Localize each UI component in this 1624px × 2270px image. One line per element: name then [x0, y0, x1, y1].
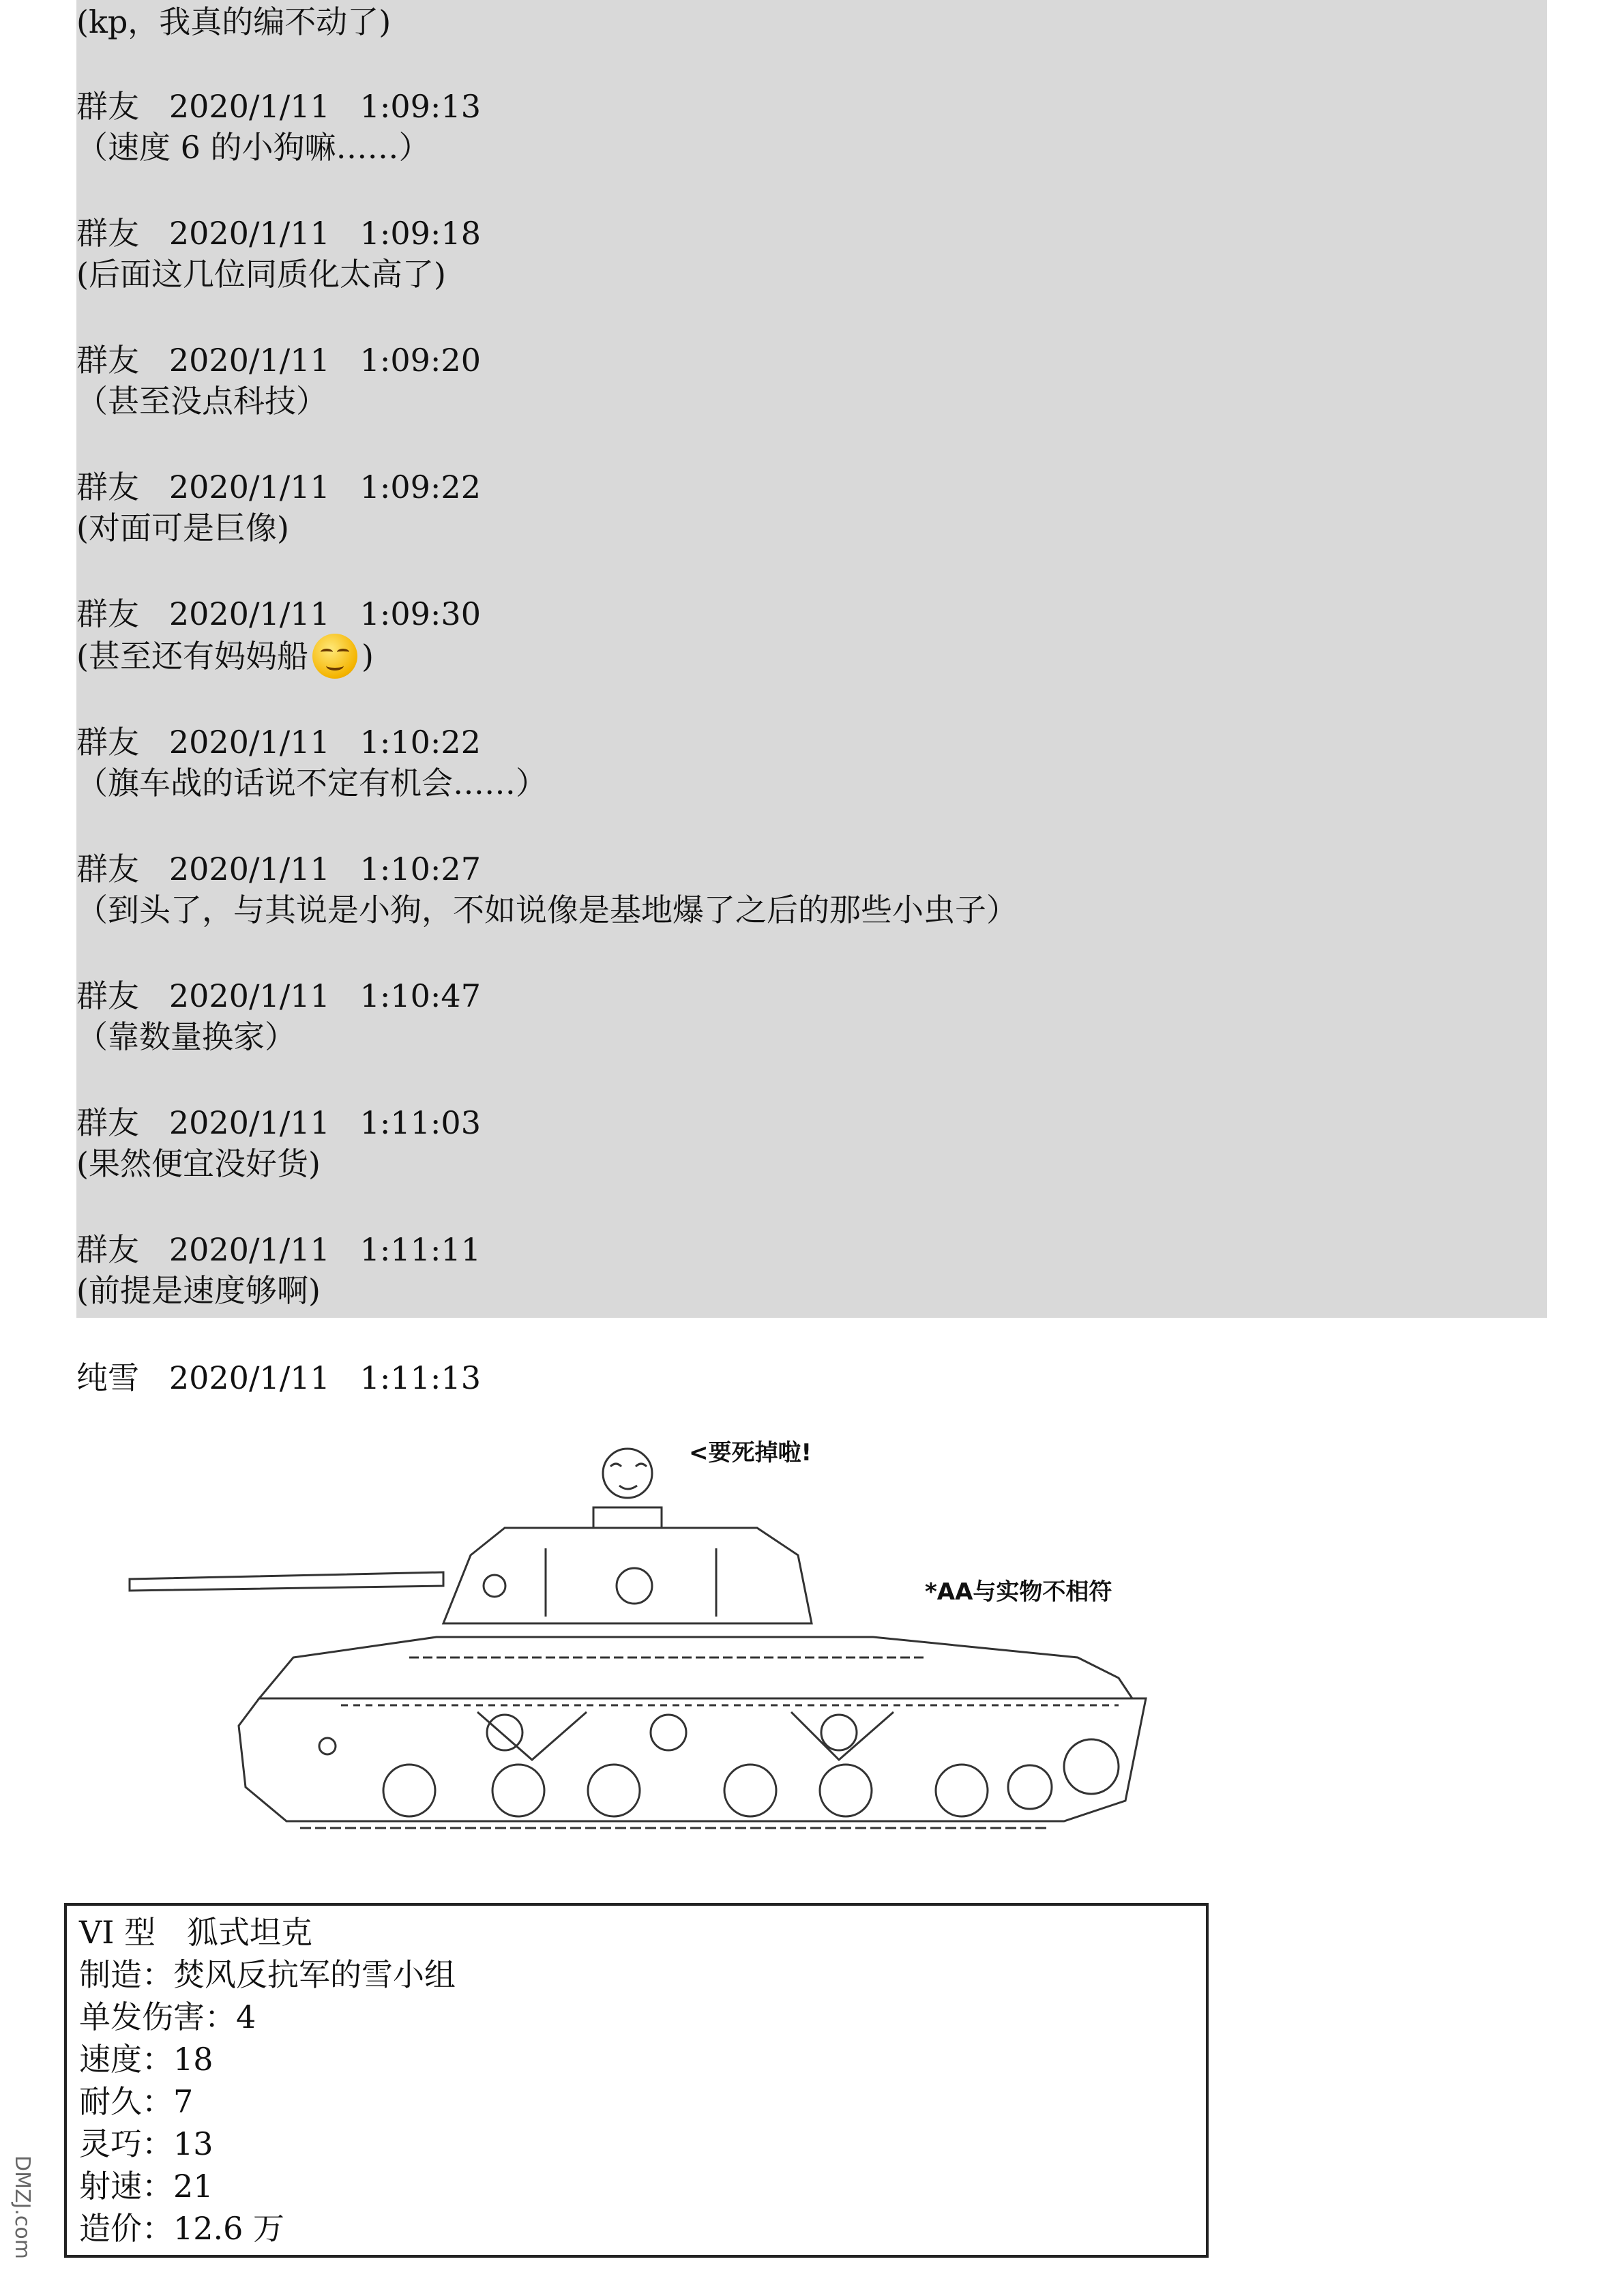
unit-maker: 制造：焚风反抗军的雪小组 [79, 1956, 456, 1993]
hull-upper [259, 1637, 1132, 1698]
smirk-emoji-icon [312, 634, 357, 679]
chat-message: （速度 6 的小狗嘛……） [76, 129, 430, 166]
chat-header: 群友 2020/1/11 1:09:18 [76, 215, 481, 252]
gunner-head [603, 1449, 652, 1498]
chat-header: 群友 2020/1/11 1:11:03 [76, 1104, 481, 1141]
chat-message: (kp，我真的编不动了) [76, 3, 392, 40]
chat-header: 群友 2020/1/11 1:09:13 [76, 88, 481, 125]
chat-header: 群友 2020/1/11 1:11:11 [76, 1231, 481, 1268]
chat-message: （甚至没点科技） [76, 383, 327, 419]
chat-message: (前提是速度够啊) [76, 1272, 321, 1309]
chat-header: 群友 2020/1/11 1:09:22 [76, 469, 481, 505]
tank-drawing [123, 1419, 1160, 1896]
chat-header: 群友 2020/1/11 1:10:47 [76, 977, 481, 1014]
chat-message: (甚至还有妈妈船 ) [76, 636, 374, 677]
chat-message: (果然便宜没好货) [76, 1145, 321, 1182]
chat-message: （到头了，与其说是小狗，不如说像是基地爆了之后的那些小虫子） [76, 891, 1018, 928]
unit-cost: 造价：12.6 万 [79, 2210, 285, 2247]
site-watermark: DMZJ.com [10, 2155, 34, 2259]
chat-header: 群友 2020/1/11 1:09:30 [76, 595, 481, 632]
gun-barrel [130, 1572, 443, 1591]
chat-header: 群友 2020/1/11 1:10:27 [76, 851, 481, 887]
chat-message: （靠数量换家） [76, 1018, 296, 1055]
unit-agility: 灵巧：13 [79, 2125, 213, 2162]
unit-speed: 速度：18 [79, 2041, 213, 2078]
chat-message: (后面这几位同质化太高了) [76, 256, 446, 293]
aa-note: *AA与实物不相符 [925, 1578, 1112, 1606]
speech-bubble: <要死掉啦! [689, 1439, 812, 1466]
unit-durability: 耐久：7 [79, 2083, 194, 2120]
unit-stat-card [64, 1903, 1209, 2258]
chat-log-highlight [76, 0, 1547, 1318]
unit-damage: 单发伤害：4 [79, 1999, 256, 2035]
chat-message: (对面可是巨像) [76, 510, 289, 546]
chat-header: 群友 2020/1/11 1:09:20 [76, 342, 481, 379]
unit-fire-rate: 射速：21 [79, 2168, 213, 2205]
chat-header: 群友 2020/1/11 1:10:22 [76, 724, 481, 761]
unit-title: VI 型 狐式坦克 [79, 1914, 313, 1951]
final-post-header: 纯雪 2020/1/11 1:11:13 [76, 1359, 481, 1396]
track [239, 1698, 1146, 1821]
chat-message: （旗车战的话说不定有机会……） [76, 765, 547, 801]
tank-ascii-art [123, 1419, 1160, 1896]
